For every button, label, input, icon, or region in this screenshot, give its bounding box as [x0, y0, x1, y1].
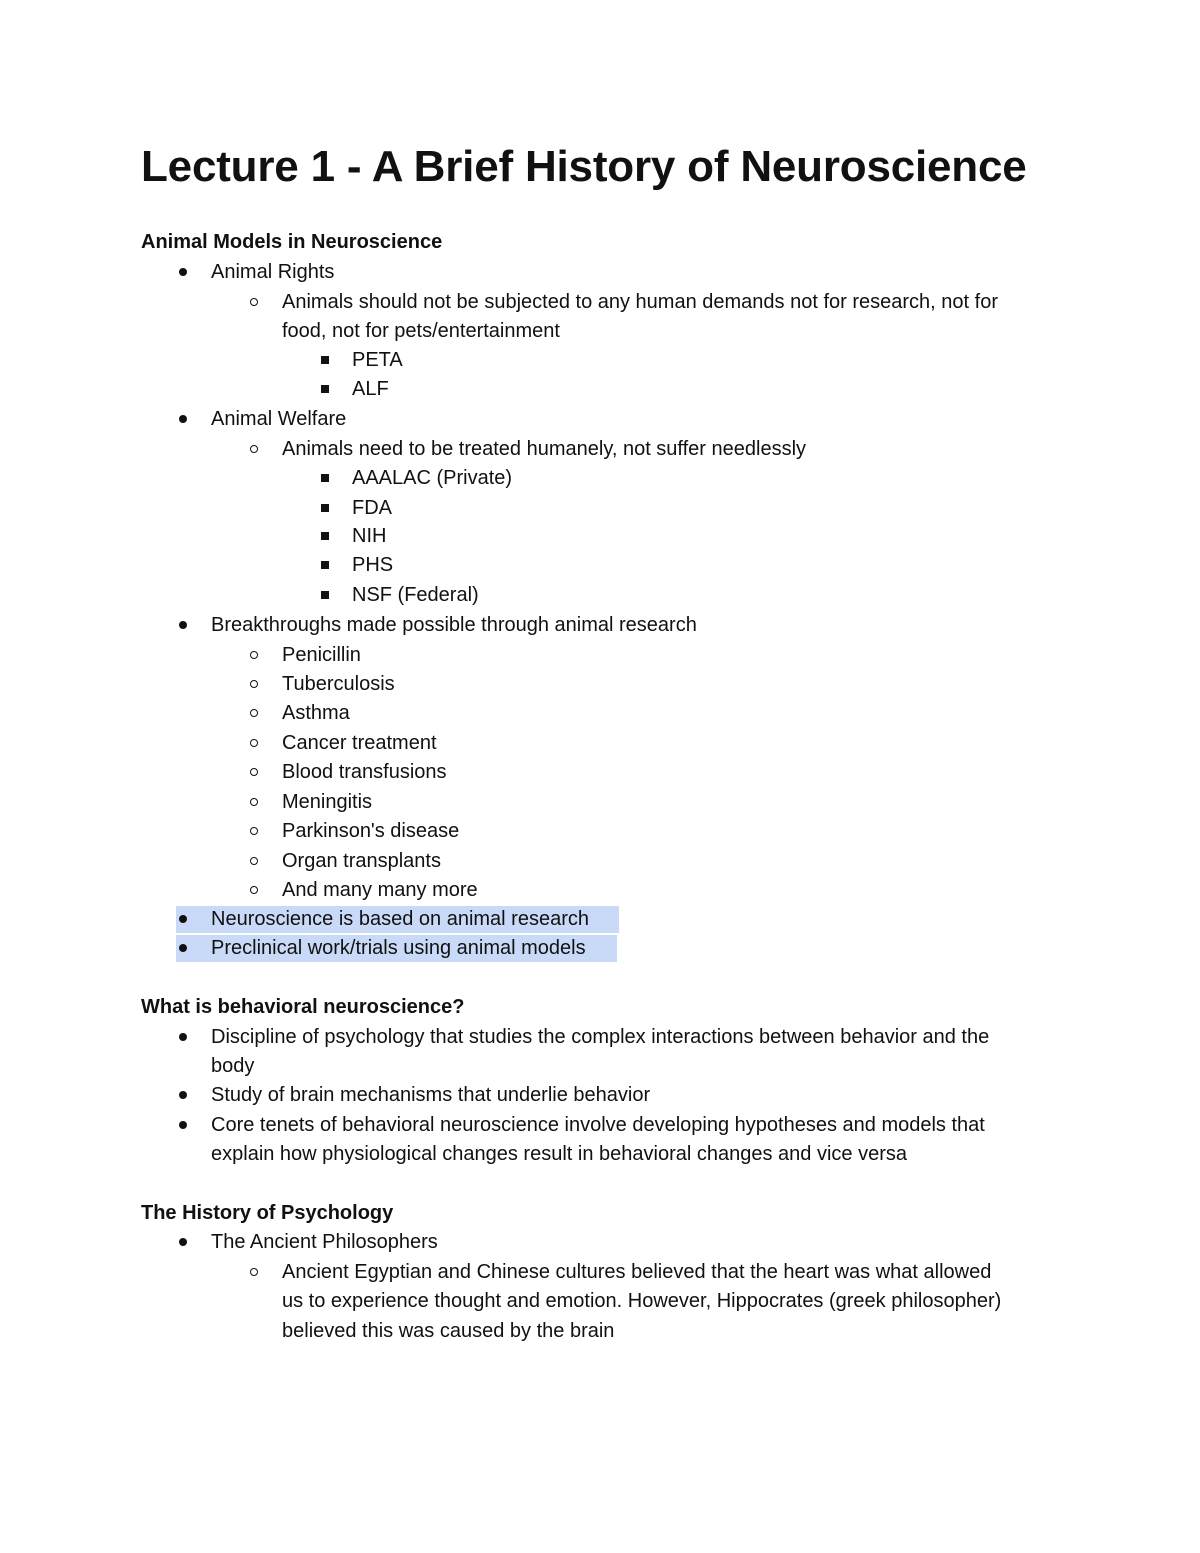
bullet-icon: [176, 1228, 190, 1258]
document-page: Lecture 1 - A Brief History of Neuroscience Animal Models in Neuroscience Animal Rights Animals should not be subjected to any human demands not for research, not for food, not for pets/entertainment PETA ALF Animal Welfare Animals need to be treated humanely, not suffer needlessly AAALAC (Private) FDA NIH PHS NSF (Federal) Breakthroughs made possible through animal research Penicillin Tuberculosis Asthma Cancer treatment Blood transfusions Meningitis Parkinson's disease Organ transplants And many many more Neuroscience is based on animal research Preclinical work/trials using animal models What is behavioral neuroscience? Discipline of psychology that studies the complex interactions between behavior and the body Study of brain mechanisms that underlie behavior Core tenets of behavioral neuroscience involve developing hypotheses and models that explain how physiological changes result in behavioral changes and vice versa The History of Psychology The Ancient Philosophers Ancient Egyptian and Chinese cultures believed that the heart was what allowed us to experience thought and emotion. However, Hippocrates (greek philosopher) believed this was caused by the brain: [141, 142, 1027, 1342]
bullet-icon: [176, 258, 190, 288]
circle-bullet-icon: [247, 847, 261, 877]
circle-bullet-icon: [247, 435, 261, 465]
circle-bullet-icon: [247, 729, 261, 759]
square-bullet-icon: [318, 346, 332, 376]
circle-bullet-icon: [247, 1258, 261, 1288]
circle-bullet-icon: [247, 758, 261, 788]
circle-bullet-icon: [247, 670, 261, 700]
square-bullet-icon: [318, 494, 332, 524]
section-heading-history: The History of Psychology: [141, 1202, 394, 1224]
page-title: Lecture 1 - A Brief History of Neuroscience: [141, 142, 1027, 191]
square-bullet-icon: [318, 375, 332, 405]
circle-bullet-icon: [247, 288, 261, 318]
bullet-icon: [176, 1111, 190, 1141]
square-bullet-icon: [318, 581, 332, 611]
bullet-icon: [176, 405, 190, 435]
bullet-icon: [176, 1023, 190, 1053]
bullet-icon: [176, 1081, 190, 1111]
section-heading-behavioral: What is behavioral neuroscience?: [141, 996, 465, 1018]
square-bullet-icon: [318, 464, 332, 494]
square-bullet-icon: [318, 522, 332, 552]
bullet-icon: [176, 934, 190, 964]
circle-bullet-icon: [247, 699, 261, 729]
circle-bullet-icon: [247, 876, 261, 906]
circle-bullet-icon: [247, 788, 261, 818]
bullet-icon: [176, 905, 190, 935]
circle-bullet-icon: [247, 641, 261, 671]
section-heading-animal-models: Animal Models in Neuroscience: [141, 231, 443, 253]
bullet-icon: [176, 611, 190, 641]
square-bullet-icon: [318, 551, 332, 581]
circle-bullet-icon: [247, 817, 261, 847]
